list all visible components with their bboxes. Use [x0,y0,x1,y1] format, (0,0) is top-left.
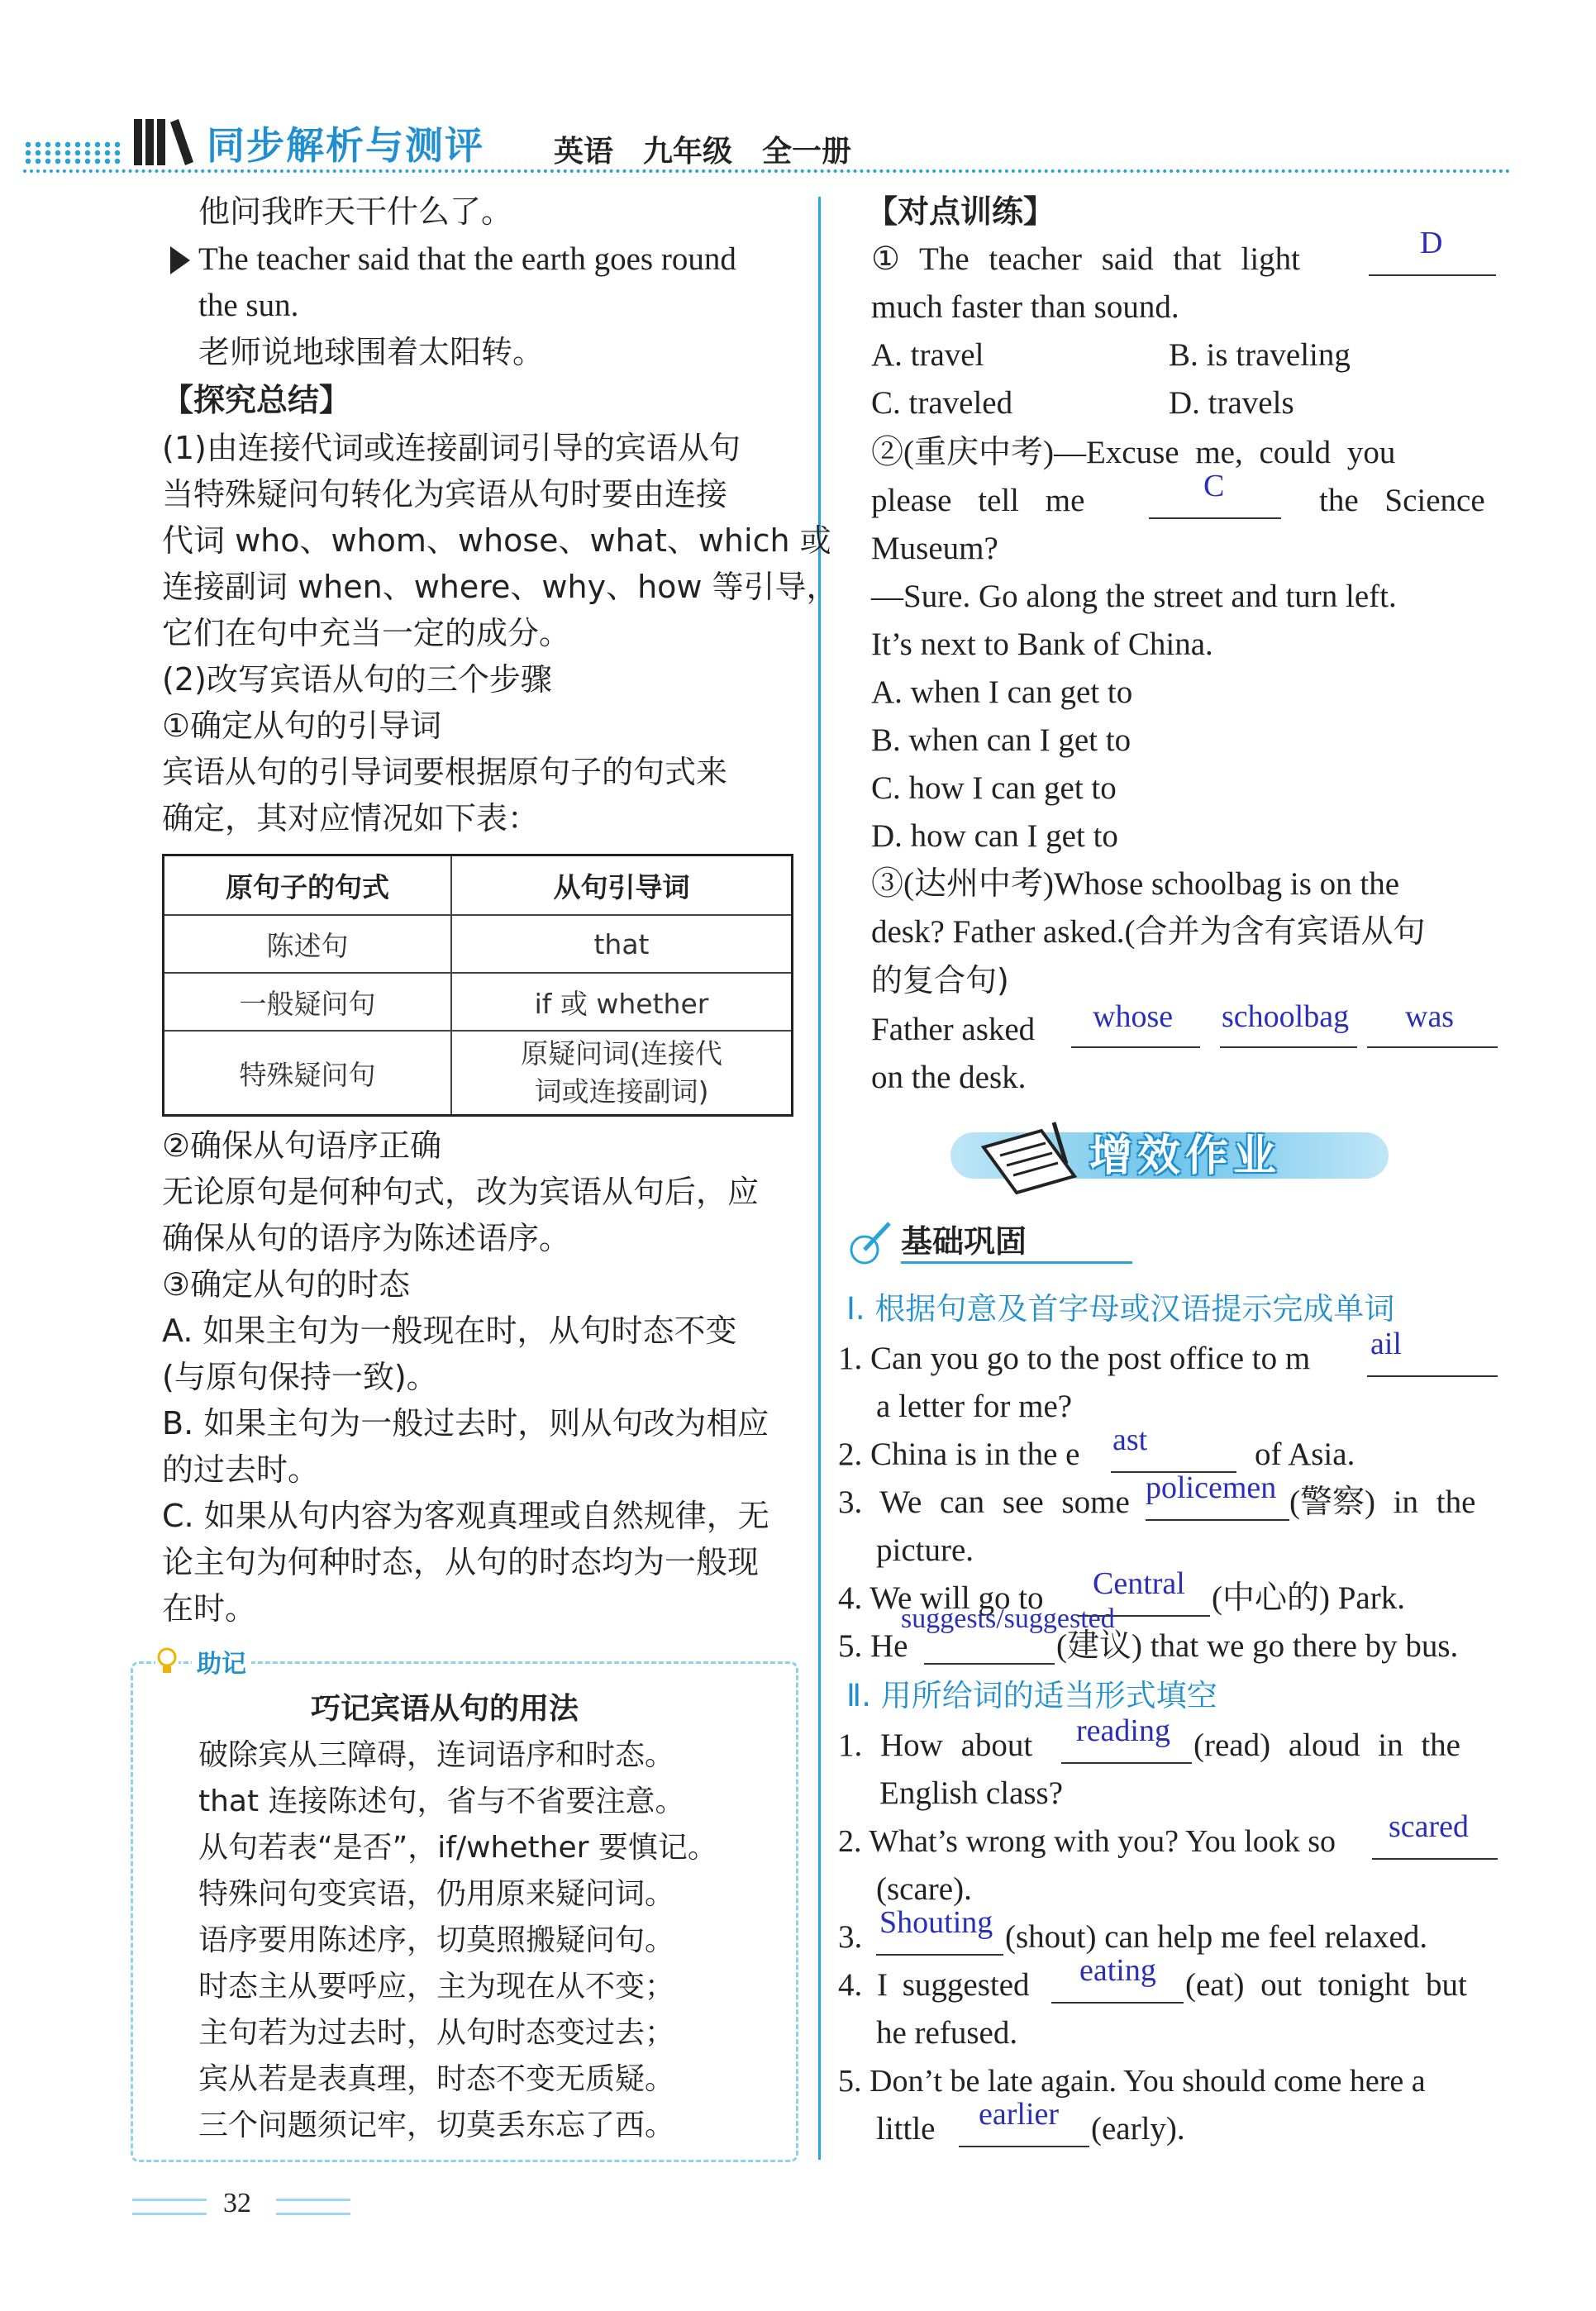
exercise-text: the Science [1319,483,1485,518]
exercise-text: 4. I suggested [838,1967,1030,2003]
exercise-text: on the desk. [871,1060,1027,1095]
summary-text: (2)改写宾语从句的三个步骤 [162,661,552,698]
option: C. how I can get to [871,770,1117,806]
option: A. travel [871,337,984,373]
option: C. traveled [871,385,1013,421]
exercise-text: 1. How about [838,1727,1033,1763]
option: B. is traveling [1169,337,1351,373]
summary-text: 它们在句中充当一定的成分。 [162,615,571,651]
option: D. travels [1169,385,1294,421]
memo-line: 破除宾从三障碍，连词语序和时态。 [198,1738,675,1772]
answer-text: Central [1093,1566,1185,1601]
table-row [164,915,793,973]
exercise-text: (警察) in the [1289,1484,1476,1520]
answer-text: suggests/suggested [901,1603,1115,1634]
column-divider [818,197,821,2160]
page-number-deco [132,2199,207,2215]
exercise-text: (early). [1091,2111,1185,2147]
summary-text: 当特殊疑问句转化为宾语从句时要由连接 [162,476,728,512]
exercise-text: Father asked [871,1012,1036,1047]
exercise-text: 的复合句) [871,962,1009,998]
answer-text: ast [1112,1422,1148,1457]
summary-text: (1)由连接代词或连接副词引导的宾语从句 [162,430,741,466]
answer-text: schoolbag [1222,999,1350,1034]
summary-text: ①确定从句的引导词 [162,708,442,744]
example-sentence: The teacher said that the earth goes round [198,241,736,277]
exercise-text: 3. [838,1919,863,1955]
example-sentence-cont: the sun. [198,288,299,323]
step-text: 的过去时。 [162,1451,320,1488]
exercise-text: (read) aloud in the [1193,1727,1460,1763]
exercise-text: much faster than sound. [871,289,1179,325]
exercise-text: (scare). [876,1871,972,1907]
exercise-text: picture. [876,1532,974,1568]
exercise-text: ③(达州中考)Whose schoolbag is on the [871,866,1400,902]
exercise-text: please tell me [871,483,1085,518]
memo-tag: 助记 [192,1642,251,1688]
arrow-bullet-icon [170,246,190,274]
memo-line: that 连接陈述句，省与不省要注意。 [198,1784,685,1818]
heading-underline [901,1261,1132,1264]
step-text: ②确保从句语序正确 [162,1127,442,1164]
summary-text: 连接副词 when、where、why、how 等引导， [162,569,838,605]
table-row [164,1031,793,1116]
section-heading: Ⅰ. 根据句意及首字母或汉语提示完成单词 [846,1291,1395,1327]
section-heading: Ⅱ. 用所给词的适当形式填空 [846,1678,1217,1713]
step-text: 无论原句是何种句式，改为宾语从句后，应 [162,1174,760,1210]
memo-line: 宾从若是表真理，时态不变无质疑。 [198,2062,675,2096]
table-cell: 一般疑问句 [164,973,452,1031]
exercise-text: 3. We can see some [838,1484,1130,1520]
training-heading: 【对点训练】 [866,193,1055,230]
exercise-text: ②(重庆中考)—Excuse me, could you [871,435,1396,470]
page-header [0,0,1596,190]
answer-blank [1372,1858,1498,1860]
exercise-text: 5. Don’t be late again. You should come here a [838,2064,1426,2099]
exercise-text: (eat) out tonight but [1185,1967,1467,2003]
pencil-icon [846,1217,896,1266]
answer-blank [924,1663,1055,1665]
table-cell [451,1031,793,1116]
exercise-text: ① The teacher said that light [871,241,1301,277]
memo-title: 巧记宾语从句的用法 [311,1692,579,1726]
memo-line: 从句若表“是否”，if/whether 要慎记。 [198,1831,717,1865]
header-subtitle: 英语 九年级 全一册 [554,135,852,169]
step-text: 确保从句的语序为陈述语序。 [162,1220,571,1256]
table-cell: 陈述句 [164,915,452,973]
step-text: (与原句保持一致)。 [162,1359,438,1395]
summary-text: 代词 who、whom、whose、what、which 或 [162,522,831,559]
step-text: 在时。 [162,1590,257,1627]
exercise-text: little [876,2111,936,2147]
table-cell: if 或 whether [451,973,793,1031]
answer-blank [876,1954,1003,1956]
summary-text: 确定，其对应情况如下表： [162,800,540,836]
text-line: 他问我昨天干什么了。 [198,193,513,230]
lightbulb-icon [155,1646,179,1678]
answer-blank [1146,1519,1289,1521]
option: B. when can I get to [871,722,1131,758]
answer-text: Shouting [879,1905,993,1940]
table-cell: 特殊疑问句 [164,1031,452,1116]
memo-line: 特殊问句变宾语，仍用原来疑问词。 [198,1877,675,1911]
exercise-text: a letter for me? [876,1389,1073,1424]
answer-text: policemen [1146,1470,1277,1505]
table-cell-line: 词或连接副词) [534,1075,709,1108]
memo-line: 主句若为过去时，从句时态变过去； [198,2016,675,2050]
table-row [164,973,793,1031]
exercise-text: —Sure. Go along the street and turn left. [871,579,1397,614]
answer-text: was [1405,999,1455,1034]
exercise-text: Museum? [871,531,998,566]
header-title: 同步解析与测评 [207,123,484,168]
answer-text: whose [1093,999,1174,1034]
exercise-text: (shout) can help me feel relaxed. [1005,1919,1428,1955]
memo-line: 语序要用陈述序，切莫照搬疑问句。 [198,1923,675,1957]
table-header: 从句引导词 [451,855,793,916]
exercise-text: 4. We will go to [838,1580,1044,1616]
answer-blank [1071,1046,1200,1048]
header-dots [23,141,122,165]
header-divider [23,169,1511,173]
memo-verse [198,1732,717,2149]
step-text: ③确定从句的时态 [162,1266,411,1303]
notebook-pen-icon [975,1114,1083,1197]
step-text: A. 如果主句为一般现在时，从句时态不变 [162,1313,737,1349]
answer-text: reading [1076,1713,1170,1748]
memo-line: 三个问题须记牢，切莫丢东忘了西。 [198,2108,675,2142]
exercise-text: English class? [879,1775,1064,1811]
answer-blank [1061,1762,1192,1764]
summary-text: 宾语从句的引导词要根据原句子的句式来 [162,754,728,790]
answer-blank [959,2146,1089,2147]
answer-blank [1149,517,1281,519]
exercise-text: 5. He [838,1628,908,1664]
answer-blank [1369,274,1496,276]
exercise-text: desk? Father asked.(合并为含有宾语从句 [871,914,1426,950]
step-text: C. 如果从句内容为客观真理或自然规律，无 [162,1498,769,1534]
table-header: 原句子的句式 [164,855,452,916]
page-number: 32 [223,2188,251,2218]
exercise-text: of Asia. [1255,1437,1355,1472]
exercise-text: 1. Can you go to the post office to m [838,1341,1311,1376]
table-cell-line: 原疑问词(连接代 [521,1037,722,1070]
exercise-text: 2. What’s wrong with you? You look so [838,1824,1336,1859]
option: A. when I can get to [871,674,1133,710]
answer-blank [1367,1375,1498,1377]
books-icon [132,116,198,167]
exercise-text: he refused. [876,2015,1018,2051]
table-cell: that [451,915,793,973]
answer-text: D [1420,226,1443,260]
answer-blank [1367,1046,1498,1048]
answer-text: eating [1079,1953,1156,1988]
summary-heading: 【探究总结】 [162,382,351,418]
answer-blank [1051,2002,1184,2004]
clause-table [162,854,793,1117]
answer-text: C [1203,469,1225,503]
option: D. how can I get to [871,818,1118,854]
exercise-text: (建议) that we go there by bus. [1056,1628,1459,1664]
exercise-text: It’s next to Bank of China. [871,627,1213,662]
step-text: 论主句为何种时态，从句的时态均为一般现 [162,1544,760,1580]
banner-title: 增效作业 [1089,1132,1282,1181]
memo-line: 时态主从要呼应，主为现在从不变； [198,1970,675,2004]
example-translation: 老师说地球围着太阳转。 [198,334,545,370]
basic-heading: 基础巩固 [901,1223,1027,1260]
answer-text: earlier [979,2097,1060,2132]
answer-text: ail [1370,1327,1402,1361]
exercise-text: (中心的) Park. [1212,1580,1405,1616]
step-text: B. 如果主句为一般过去时，则从句改为相应 [162,1405,769,1441]
exercise-text: 2. China is in the e [838,1437,1080,1472]
answer-blank [1220,1046,1357,1048]
answer-text: scared [1389,1809,1470,1844]
page-number-deco [276,2199,350,2215]
